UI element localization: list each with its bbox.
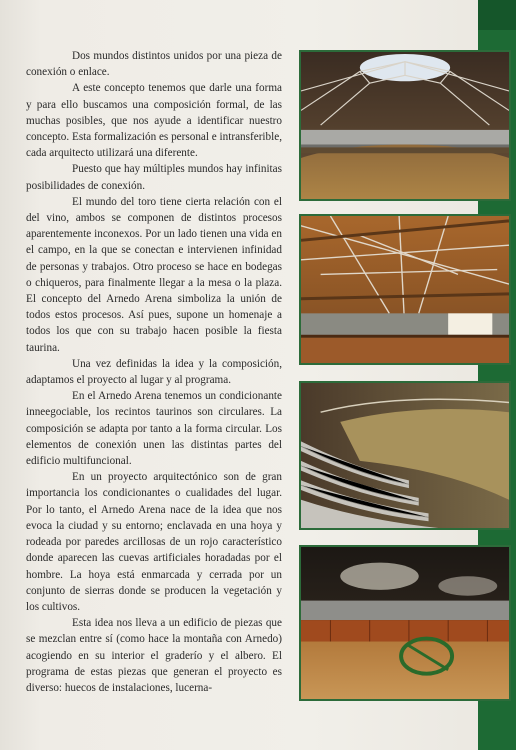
paragraph-5: Una vez definidas la idea y la composición, adaptamos el proyecto al lugar y al programa. [26, 357, 282, 387]
paragraph-1: Dos mundos distintos unidos por una pieza de conexión o enlace. [26, 50, 282, 79]
photo-tiered-seating [299, 381, 511, 530]
arena-circle-illustration [301, 547, 509, 699]
photo-wooden-roof [299, 214, 511, 365]
paragraph-6: En el Arnedo Arena tenemos un condicionante inneegociable, los recintos taurinos son circulares. La composición se adapta por tanto a la forma circular. Los elementos de conexión unen las distintas partes del edificio multifuncional. [26, 390, 282, 468]
photo-arena-skylight [299, 50, 511, 201]
article-text-column [26, 48, 282, 696]
arena-skylight-illustration [301, 52, 509, 199]
wooden-roof-illustration [301, 216, 509, 363]
paragraph-3: Puesto que hay múltiples mundos hay infinitas posibilidades de conexión. [26, 163, 282, 192]
photo-arena-circle [299, 545, 511, 701]
tiered-seating-illustration [301, 383, 509, 528]
paragraph-7: En un proyecto arquitectónico son de gran importancia los condicionantes o cualidades del lugar. Por lo tanto, el Arnedo Arena nace de la idea que nos evoca la ciudad y su entorno; enclavada en una hoya y rodeada por paredes arcillosas de un rojo característico donde aparecen las cuevas artificiales horadadas por el hombre. La hoya está enmarcada y cerrada por un conjunto de sierras donde se producen la vegetación y los cultivos. [26, 471, 282, 613]
paragraph-4: El mundo del toro tiene cierta relación con el del vino, ambos se componen de distintos procesos aparentemente inconexos. Por un lado tienen una vida en el campo, en la que se conectan e intervienen infinidad de personas y trabajos. Otro proceso se hace en bodegas o chiqueros, para finalmente llegar a la mesa o la plaza. El concepto del Arnedo Arena simboliza la unión de todos estos procesos. Así pues, supone un homenaje a todos los que con su trabajo hacen posible la fiesta taurina. [26, 195, 282, 354]
paragraph-8: Esta idea nos lleva a un edificio de piezas que se mezclan entre sí (como hace la montaña con Arnedo) acogiendo en su interior el graderío y el albero. El programa de estas piezas que generan el proyecto es diverso: huecos de instalaciones, lucerna- [26, 617, 282, 694]
green-side-band-top [478, 0, 516, 30]
paragraph-2: A este concepto tenemos que darle una forma y para ello buscamos una composición formal, de las muchas posibles, que nos ayude a identificar nuestro concepto. Esta formalización es personal e intransferible, cada arquitecto utilizará una diferente. [26, 82, 282, 160]
